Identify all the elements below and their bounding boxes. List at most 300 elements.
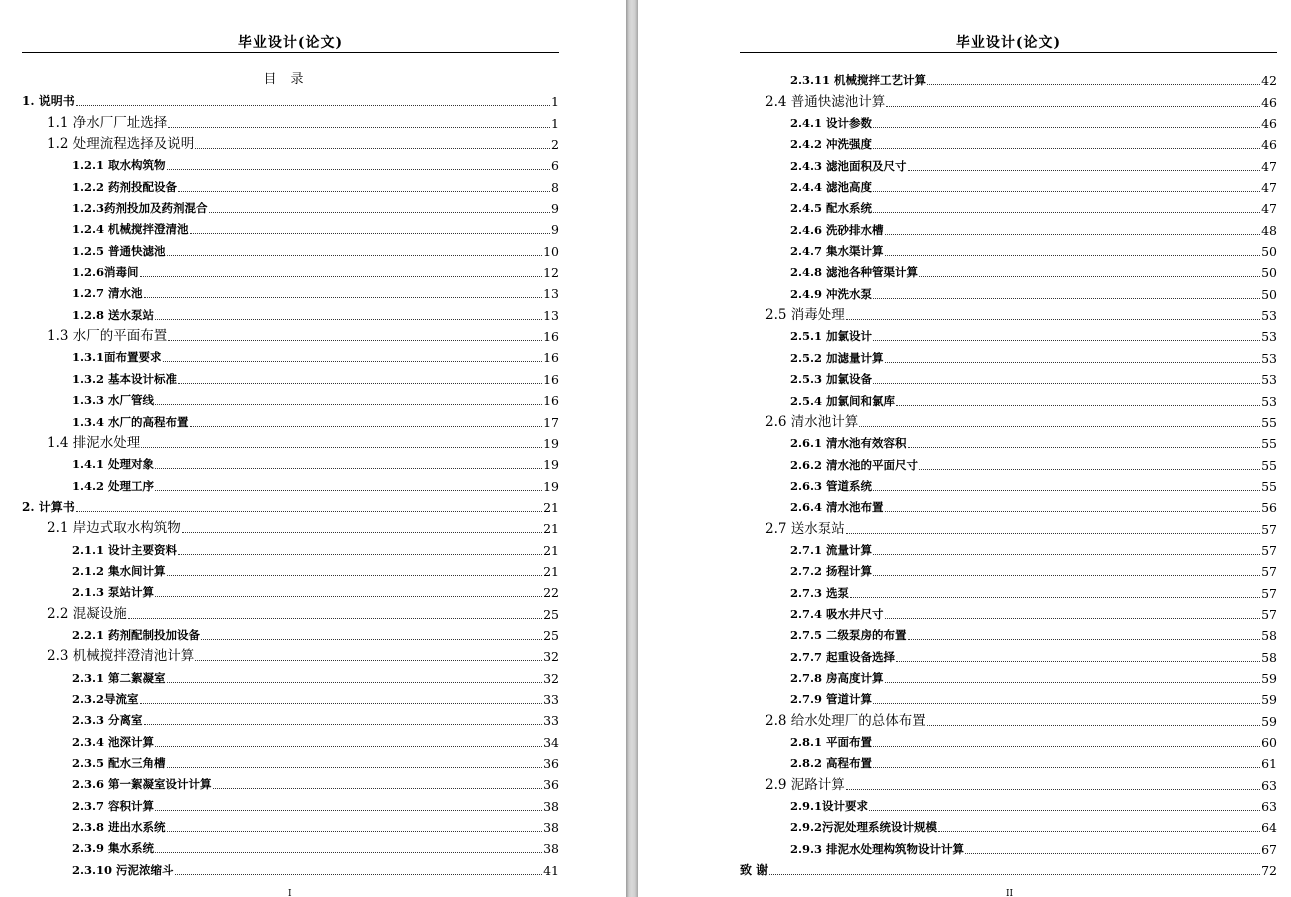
toc-entry[interactable] — [740, 88, 1277, 109]
toc-entry-page: 53 — [1261, 372, 1277, 388]
dot-leader — [859, 425, 1260, 427]
toc-entry-title: 2.5.2 加滤量计算 — [790, 350, 884, 365]
toc-entry-page: 63 — [1261, 777, 1277, 793]
toc-entry[interactable] — [740, 515, 1277, 536]
toc-entry-title: 2.3 机械搅拌澄清池计算 — [47, 648, 195, 665]
toc-entry-page: 47 — [1261, 158, 1277, 174]
toc-entry-title: 2.9.2污泥处理系统设计规模 — [790, 820, 938, 835]
toc-entry-page: 16 — [543, 329, 559, 345]
dot-leader — [873, 126, 1260, 128]
toc-entry-title: 2.9.1设计要求 — [790, 799, 869, 814]
toc-entry-title: 2.6.2 清水池的平面尺寸 — [790, 457, 919, 472]
toc-entry-page: 46 — [1261, 116, 1277, 132]
toc-entry[interactable] — [740, 152, 1277, 173]
dot-leader — [873, 553, 1260, 555]
dot-leader — [919, 275, 1260, 277]
toc-entry-title: 1.4.1 处理对象 — [72, 457, 155, 472]
dot-leader — [885, 681, 1261, 683]
toc-entry[interactable] — [22, 301, 559, 322]
dot-leader — [178, 190, 550, 192]
toc-entry-title: 2.3.5 配水三角槽 — [72, 756, 166, 770]
toc-entry[interactable] — [22, 750, 559, 771]
dot-leader — [167, 254, 543, 256]
dot-leader — [885, 510, 1261, 512]
dot-leader — [873, 147, 1260, 149]
dot-leader — [175, 873, 543, 875]
toc-entry-page: 34 — [543, 734, 559, 750]
toc-entry-page: 12 — [543, 265, 559, 281]
toc-entry-title: 2.3.11 机械搅拌工艺计算 — [790, 73, 927, 88]
dot-leader — [76, 510, 542, 512]
toc-entry-title: 2.1.3 泵站计算 — [72, 585, 155, 600]
toc-entry-title: 2.6.1 清水池有效容积 — [790, 436, 907, 451]
toc-entry[interactable] — [740, 494, 1277, 515]
document-page-left — [0, 0, 626, 897]
toc-entry-title: 1. 说明书 — [22, 94, 75, 109]
toc-entry[interactable] — [740, 216, 1277, 237]
toc-entry-page: 36 — [543, 777, 559, 793]
toc-entry-page: 50 — [1261, 286, 1277, 302]
toc-entry-title: 2.3.6 第一絮凝室设计计算 — [72, 777, 212, 792]
toc-entry-title: 致 谢 — [740, 863, 769, 878]
dot-leader — [873, 702, 1260, 704]
dot-leader — [886, 105, 1260, 107]
toc-entry[interactable] — [22, 686, 559, 707]
toc-entry-page: 59 — [1261, 692, 1277, 708]
dot-leader — [908, 638, 1261, 640]
dot-leader — [885, 233, 1261, 235]
toc-entry-title: 2.4.5 配水系统 — [790, 201, 873, 216]
toc-entry-title: 2.4.3 滤池面积及尺寸 — [790, 158, 907, 173]
toc-entry-page: 9 — [551, 201, 559, 217]
dot-leader — [769, 873, 1260, 875]
toc-entry-title: 1.4.2 处理工序 — [72, 478, 155, 493]
toc-entry-page: 19 — [543, 457, 559, 473]
toc-entry[interactable] — [22, 558, 559, 579]
toc-entry-page: 59 — [1261, 713, 1277, 729]
dot-leader — [209, 211, 551, 213]
toc-entry-page: 48 — [1261, 222, 1277, 238]
toc-entry[interactable] — [22, 408, 559, 429]
dot-leader — [201, 638, 542, 640]
toc-entry[interactable] — [740, 771, 1277, 792]
dot-leader — [885, 617, 1261, 619]
dot-leader — [846, 318, 1260, 320]
toc-entry-title: 2.3.9 集水系统 — [72, 841, 155, 856]
toc-entry[interactable] — [740, 238, 1277, 259]
toc-entry[interactable] — [22, 173, 559, 194]
toc-entry-page: 57 — [1261, 606, 1277, 622]
toc-entry-title: 1.2.5 普通快滤池 — [72, 243, 166, 258]
toc-entry-page: 21 — [543, 563, 559, 579]
toc-entry[interactable] — [740, 601, 1277, 622]
toc-entry[interactable] — [740, 67, 1277, 88]
dot-leader — [190, 232, 551, 234]
toc-entry-page: 21 — [543, 521, 559, 537]
toc-entry-title: 2.7.9 管道计算 — [790, 692, 873, 707]
dot-leader — [195, 659, 542, 661]
toc-entry-title: 2.4.2 冲洗强度 — [790, 137, 873, 152]
toc-entry-page: 2 — [551, 137, 559, 153]
dot-leader — [873, 339, 1260, 341]
toc-entry[interactable] — [740, 793, 1277, 814]
toc-entry[interactable] — [740, 579, 1277, 600]
toc-entry-title: 2.5.3 加氯设备 — [790, 372, 873, 387]
page-header: 毕业设计(论文) — [22, 32, 559, 53]
toc-entry[interactable] — [740, 110, 1277, 131]
toc-entry-title: 2.1.2 集水间计算 — [72, 563, 166, 578]
dot-leader — [965, 852, 1260, 854]
dot-leader — [873, 745, 1260, 747]
dot-leader — [885, 254, 1261, 256]
toc-entry[interactable] — [740, 558, 1277, 579]
toc-entry-title: 2.4.6 洗砂排水槽 — [790, 222, 884, 237]
dot-leader — [168, 339, 542, 341]
toc-entry-page: 50 — [1261, 244, 1277, 260]
toc-entry[interactable] — [740, 686, 1277, 707]
toc-entry-title: 2.7.2 扬程计算 — [790, 564, 873, 579]
dot-leader — [873, 190, 1260, 192]
dot-leader — [155, 745, 542, 747]
toc-entry[interactable] — [22, 109, 559, 130]
toc-entry-title: 2.7.8 房高度计算 — [790, 670, 884, 685]
toc-entry-page: 42 — [1261, 73, 1277, 89]
toc-entry[interactable] — [22, 515, 559, 536]
toc-entry-page: 53 — [1261, 308, 1277, 324]
toc-entry-page: 64 — [1261, 820, 1277, 836]
dot-leader — [141, 446, 542, 448]
toc-entry-page: 9 — [551, 222, 559, 238]
toc-entry-page: 17 — [543, 414, 559, 430]
dot-leader — [167, 830, 543, 832]
dot-leader — [155, 403, 542, 405]
dot-leader — [846, 532, 1260, 534]
dot-leader — [896, 404, 1260, 406]
dot-leader — [178, 553, 542, 555]
toc-entry-title: 2.3.10 污泥浓缩斗 — [72, 862, 174, 877]
toc-entry[interactable] — [740, 409, 1277, 430]
dot-leader — [195, 147, 550, 149]
toc-entry-page: 53 — [1261, 350, 1277, 366]
toc-entry[interactable] — [22, 430, 559, 451]
toc-entry[interactable] — [22, 494, 559, 515]
toc-entry-page: 55 — [1261, 414, 1277, 430]
toc-entry-page: 13 — [543, 286, 559, 302]
toc-entry[interactable] — [740, 537, 1277, 558]
toc-entry-title: 1.3.2 基本设计标准 — [72, 371, 178, 386]
toc-entry-title: 2.3.2导流室 — [72, 691, 139, 706]
toc-entry-page: 32 — [543, 649, 559, 665]
toc-entry[interactable] — [740, 665, 1277, 686]
dot-leader — [155, 851, 542, 853]
toc-entry-page: 8 — [551, 179, 559, 195]
dot-leader — [873, 574, 1260, 576]
toc-entry[interactable] — [740, 387, 1277, 408]
toc-entry[interactable] — [22, 131, 559, 152]
toc-entry-page: 58 — [1261, 649, 1277, 665]
toc-entry-title: 2.5.4 加氯间和氯库 — [790, 393, 896, 408]
toc-entry-page: 53 — [1261, 393, 1277, 409]
dot-leader — [927, 83, 1260, 85]
toc-entry-title: 2.5 消毒处理 — [765, 307, 845, 324]
toc-entry-page: 57 — [1261, 564, 1277, 580]
toc-entry-title: 1.2.1 取水构筑物 — [72, 158, 166, 173]
dot-leader — [873, 489, 1260, 491]
toc-entry-title: 1.2.3药剂投加及药剂混合 — [72, 201, 208, 216]
toc-entry-title: 2.2 混凝设施 — [47, 605, 127, 622]
toc-entry-page: 22 — [543, 585, 559, 601]
toc-entry[interactable] — [22, 707, 559, 728]
dot-leader — [168, 126, 550, 128]
toc-entry-page: 57 — [1261, 521, 1277, 537]
dot-leader — [144, 723, 543, 725]
dot-leader — [155, 489, 542, 491]
toc-entry[interactable] — [22, 536, 559, 557]
toc-entry[interactable] — [22, 856, 559, 877]
toc-entry-page: 50 — [1261, 265, 1277, 281]
toc-entry-title: 2.2.1 药剂配制投加设备 — [72, 627, 201, 642]
toc-entry-title: 2.3.1 第二絮凝室 — [72, 670, 166, 685]
toc-entry-page: 1 — [551, 94, 559, 110]
toc-entry[interactable] — [22, 664, 559, 685]
toc-entry-title: 1.2.4 机械搅拌澄清池 — [72, 222, 189, 237]
dot-leader — [144, 296, 543, 298]
dot-leader — [167, 681, 543, 683]
toc-entry-page: 46 — [1261, 137, 1277, 153]
dot-leader — [140, 702, 543, 704]
dot-leader — [182, 531, 542, 533]
dot-leader — [846, 788, 1260, 790]
toc-entry-title: 1.1 净水厂厂址选择 — [47, 114, 168, 131]
toc-entry-page: 38 — [543, 798, 559, 814]
toc-entry[interactable] — [740, 174, 1277, 195]
toc-entry[interactable] — [740, 750, 1277, 771]
toc-entry-page: 47 — [1261, 201, 1277, 217]
toc-entry-page: 33 — [543, 691, 559, 707]
toc-entry-page: 47 — [1261, 180, 1277, 196]
document-page-right — [638, 0, 1291, 897]
toc-entry-title: 1.3.4 水厂的高程布置 — [72, 414, 189, 429]
toc-entry-page: 21 — [543, 542, 559, 558]
toc-entry-title: 1.2.2 药剂投配设备 — [72, 179, 178, 194]
dot-leader — [155, 318, 542, 320]
toc-entry-page: 67 — [1261, 841, 1277, 857]
toc-entry-title: 2.7.7 起重设备选择 — [790, 649, 896, 664]
toc-entry[interactable] — [740, 280, 1277, 301]
dot-leader — [908, 446, 1261, 448]
toc-entry-title: 2.1 岸边式取水构筑物 — [47, 520, 181, 537]
dot-leader — [873, 766, 1260, 768]
dot-leader — [140, 275, 543, 277]
toc-entry[interactable] — [740, 344, 1277, 365]
toc-entry-title: 1.3.3 水厂管线 — [72, 393, 155, 408]
toc-entry-page: 33 — [543, 713, 559, 729]
dot-leader — [76, 104, 550, 106]
dot-leader — [938, 830, 1260, 832]
dot-leader — [213, 787, 543, 789]
toc-entry[interactable] — [22, 88, 559, 109]
dot-leader — [128, 617, 542, 619]
toc-entry-title: 2. 计算书 — [22, 499, 75, 514]
toc-entry[interactable] — [22, 600, 559, 621]
toc-entry[interactable] — [22, 579, 559, 600]
toc-entry[interactable] — [740, 131, 1277, 152]
dot-leader — [869, 809, 1260, 811]
toc-entry-title: 2.7.1 流量计算 — [790, 542, 873, 557]
toc-entry-title: 2.4.1 设计参数 — [790, 116, 873, 131]
toc-entry-title: 1.2 处理流程选择及说明 — [47, 136, 195, 153]
toc-entry-title: 2.4.8 滤池各种管渠计算 — [790, 265, 919, 280]
toc-entry-page: 16 — [543, 350, 559, 366]
toc-entry[interactable] — [740, 259, 1277, 280]
toc-entry-title: 2.8 给水处理厂的总体布置 — [765, 712, 926, 729]
page-number: I — [288, 889, 292, 897]
toc-entry[interactable] — [22, 728, 559, 749]
toc-entry[interactable] — [22, 814, 559, 835]
toc-entry-title: 2.3.7 容积计算 — [72, 798, 155, 813]
toc-entry-title: 1.3 水厂的平面布置 — [47, 328, 168, 345]
toc-entry[interactable] — [740, 323, 1277, 344]
toc-entry[interactable] — [740, 195, 1277, 216]
toc-entry[interactable] — [740, 857, 1277, 878]
toc-entry[interactable] — [22, 195, 559, 216]
toc-entry[interactable] — [22, 280, 559, 301]
toc-entry-title: 2.4.9 冲洗水泵 — [790, 286, 873, 301]
toc-entry[interactable] — [740, 622, 1277, 643]
dot-leader — [896, 660, 1260, 662]
dot-leader — [167, 766, 543, 768]
dot-leader — [190, 425, 543, 427]
toc-entry-title: 1.4 排泥水处理 — [47, 434, 141, 451]
toc-entry-title: 2.7.5 二级泵房的布置 — [790, 628, 907, 643]
toc-entry-page: 19 — [543, 478, 559, 494]
toc-entry[interactable] — [740, 430, 1277, 451]
toc-entry-title: 2.9 泥路计算 — [765, 776, 845, 793]
toc-entry-page: 72 — [1261, 863, 1277, 879]
toc-entry-page: 57 — [1261, 585, 1277, 601]
dot-leader — [167, 574, 543, 576]
toc-entry[interactable] — [22, 472, 559, 493]
toc-entry-title: 1.2.7 清水池 — [72, 286, 143, 301]
toc-entry-page: 19 — [543, 435, 559, 451]
toc-entry[interactable] — [740, 473, 1277, 494]
toc-entry-page: 21 — [543, 499, 559, 515]
toc-entry[interactable] — [740, 366, 1277, 387]
dot-leader — [873, 297, 1260, 299]
toc-entry[interactable] — [22, 387, 559, 408]
toc-title: 目录 — [263, 72, 318, 87]
toc-entry-page: 58 — [1261, 628, 1277, 644]
toc-entry[interactable] — [22, 259, 559, 280]
toc-entry[interactable] — [22, 237, 559, 258]
toc-entry[interactable] — [740, 707, 1277, 728]
toc-entry-title: 1.3.1面布置要求 — [72, 350, 162, 365]
toc-entry-page: 13 — [543, 307, 559, 323]
toc-entry[interactable] — [22, 216, 559, 237]
dot-leader — [908, 169, 1261, 171]
toc-entry[interactable] — [22, 622, 559, 643]
toc-entry-title: 2.8.1 平面布置 — [790, 735, 873, 749]
dot-leader — [155, 467, 542, 469]
toc-entry[interactable] — [22, 365, 559, 386]
toc-entry-page: 6 — [551, 158, 559, 174]
toc-entry-page: 36 — [543, 756, 559, 771]
toc-entry[interactable] — [22, 643, 559, 664]
toc-entry-page: 59 — [1261, 670, 1277, 686]
toc-entry-page: 60 — [1261, 735, 1277, 750]
toc-entry-page: 38 — [543, 820, 559, 836]
toc-entry-page: 10 — [543, 243, 559, 259]
page-header: 毕业设计(论文) — [740, 32, 1277, 53]
toc-entry-page: 61 — [1261, 756, 1277, 772]
toc-entry-title: 2.3.4 池深计算 — [72, 734, 155, 749]
dot-leader — [167, 168, 551, 170]
dot-leader — [850, 596, 1260, 598]
page-gutter — [626, 0, 638, 897]
dot-leader — [873, 211, 1260, 213]
toc-entry-title: 2.6.4 清水池布置 — [790, 500, 884, 515]
toc-entry-page: 55 — [1261, 478, 1277, 494]
toc-entry[interactable] — [22, 152, 559, 173]
toc-entry-page: 41 — [543, 862, 559, 878]
page-number: II — [1006, 889, 1014, 897]
toc-entry-title: 2.1.1 设计主要资料 — [72, 542, 178, 557]
toc-entry-title: 2.4.4 滤池高度 — [790, 180, 873, 195]
toc-entry[interactable] — [22, 323, 559, 344]
toc-entry-title: 2.6.3 管道系统 — [790, 478, 873, 493]
toc-entry-title: 2.7.3 选泵 — [790, 585, 850, 600]
toc-entry[interactable] — [740, 643, 1277, 664]
toc-entry-title: 2.7.4 吸水井尺寸 — [790, 606, 884, 621]
toc-entry[interactable] — [22, 771, 559, 792]
toc-entry-title: 1.2.6消毒间 — [72, 265, 139, 280]
toc-entry[interactable] — [22, 792, 559, 813]
toc-entry-page: 1 — [551, 115, 559, 131]
toc-entry-page: 25 — [543, 627, 559, 643]
toc-entry-title: 2.9.3 排泥水处理构筑物设计计算 — [790, 841, 965, 856]
toc-entry-page: 57 — [1261, 542, 1277, 558]
toc-entry[interactable] — [740, 302, 1277, 323]
toc-entry-page: 25 — [543, 606, 559, 622]
toc-entry-title: 2.4.7 集水渠计算 — [790, 244, 884, 259]
toc-entry-page: 32 — [543, 670, 559, 686]
dot-leader — [155, 809, 542, 811]
toc-list — [740, 67, 1277, 878]
toc-entry-page: 16 — [543, 371, 559, 387]
toc-entry[interactable] — [740, 814, 1277, 835]
toc-entry-page: 63 — [1261, 799, 1277, 815]
dot-leader — [163, 360, 543, 362]
dot-leader — [919, 468, 1260, 470]
toc-entry-title: 2.8.2 高程布置 — [790, 756, 873, 771]
toc-entry-page: 38 — [543, 841, 559, 857]
toc-entry[interactable] — [740, 451, 1277, 472]
toc-entry[interactable] — [22, 344, 559, 365]
toc-entry[interactable] — [22, 451, 559, 472]
toc-entry[interactable] — [740, 835, 1277, 856]
toc-entry-page: 55 — [1261, 436, 1277, 452]
dot-leader — [155, 595, 542, 597]
toc-entry[interactable] — [740, 729, 1277, 750]
toc-entry[interactable] — [22, 835, 559, 856]
dot-leader — [927, 724, 1260, 726]
toc-entry-title: 1.2.8 送水泵站 — [72, 307, 155, 322]
dot-leader — [178, 382, 542, 384]
toc-entry-title: 2.5.1 加氯设计 — [790, 329, 873, 344]
dot-leader — [873, 382, 1260, 384]
toc-entry-page: 46 — [1261, 94, 1277, 110]
toc-entry-title: 2.6 清水池计算 — [765, 413, 859, 430]
